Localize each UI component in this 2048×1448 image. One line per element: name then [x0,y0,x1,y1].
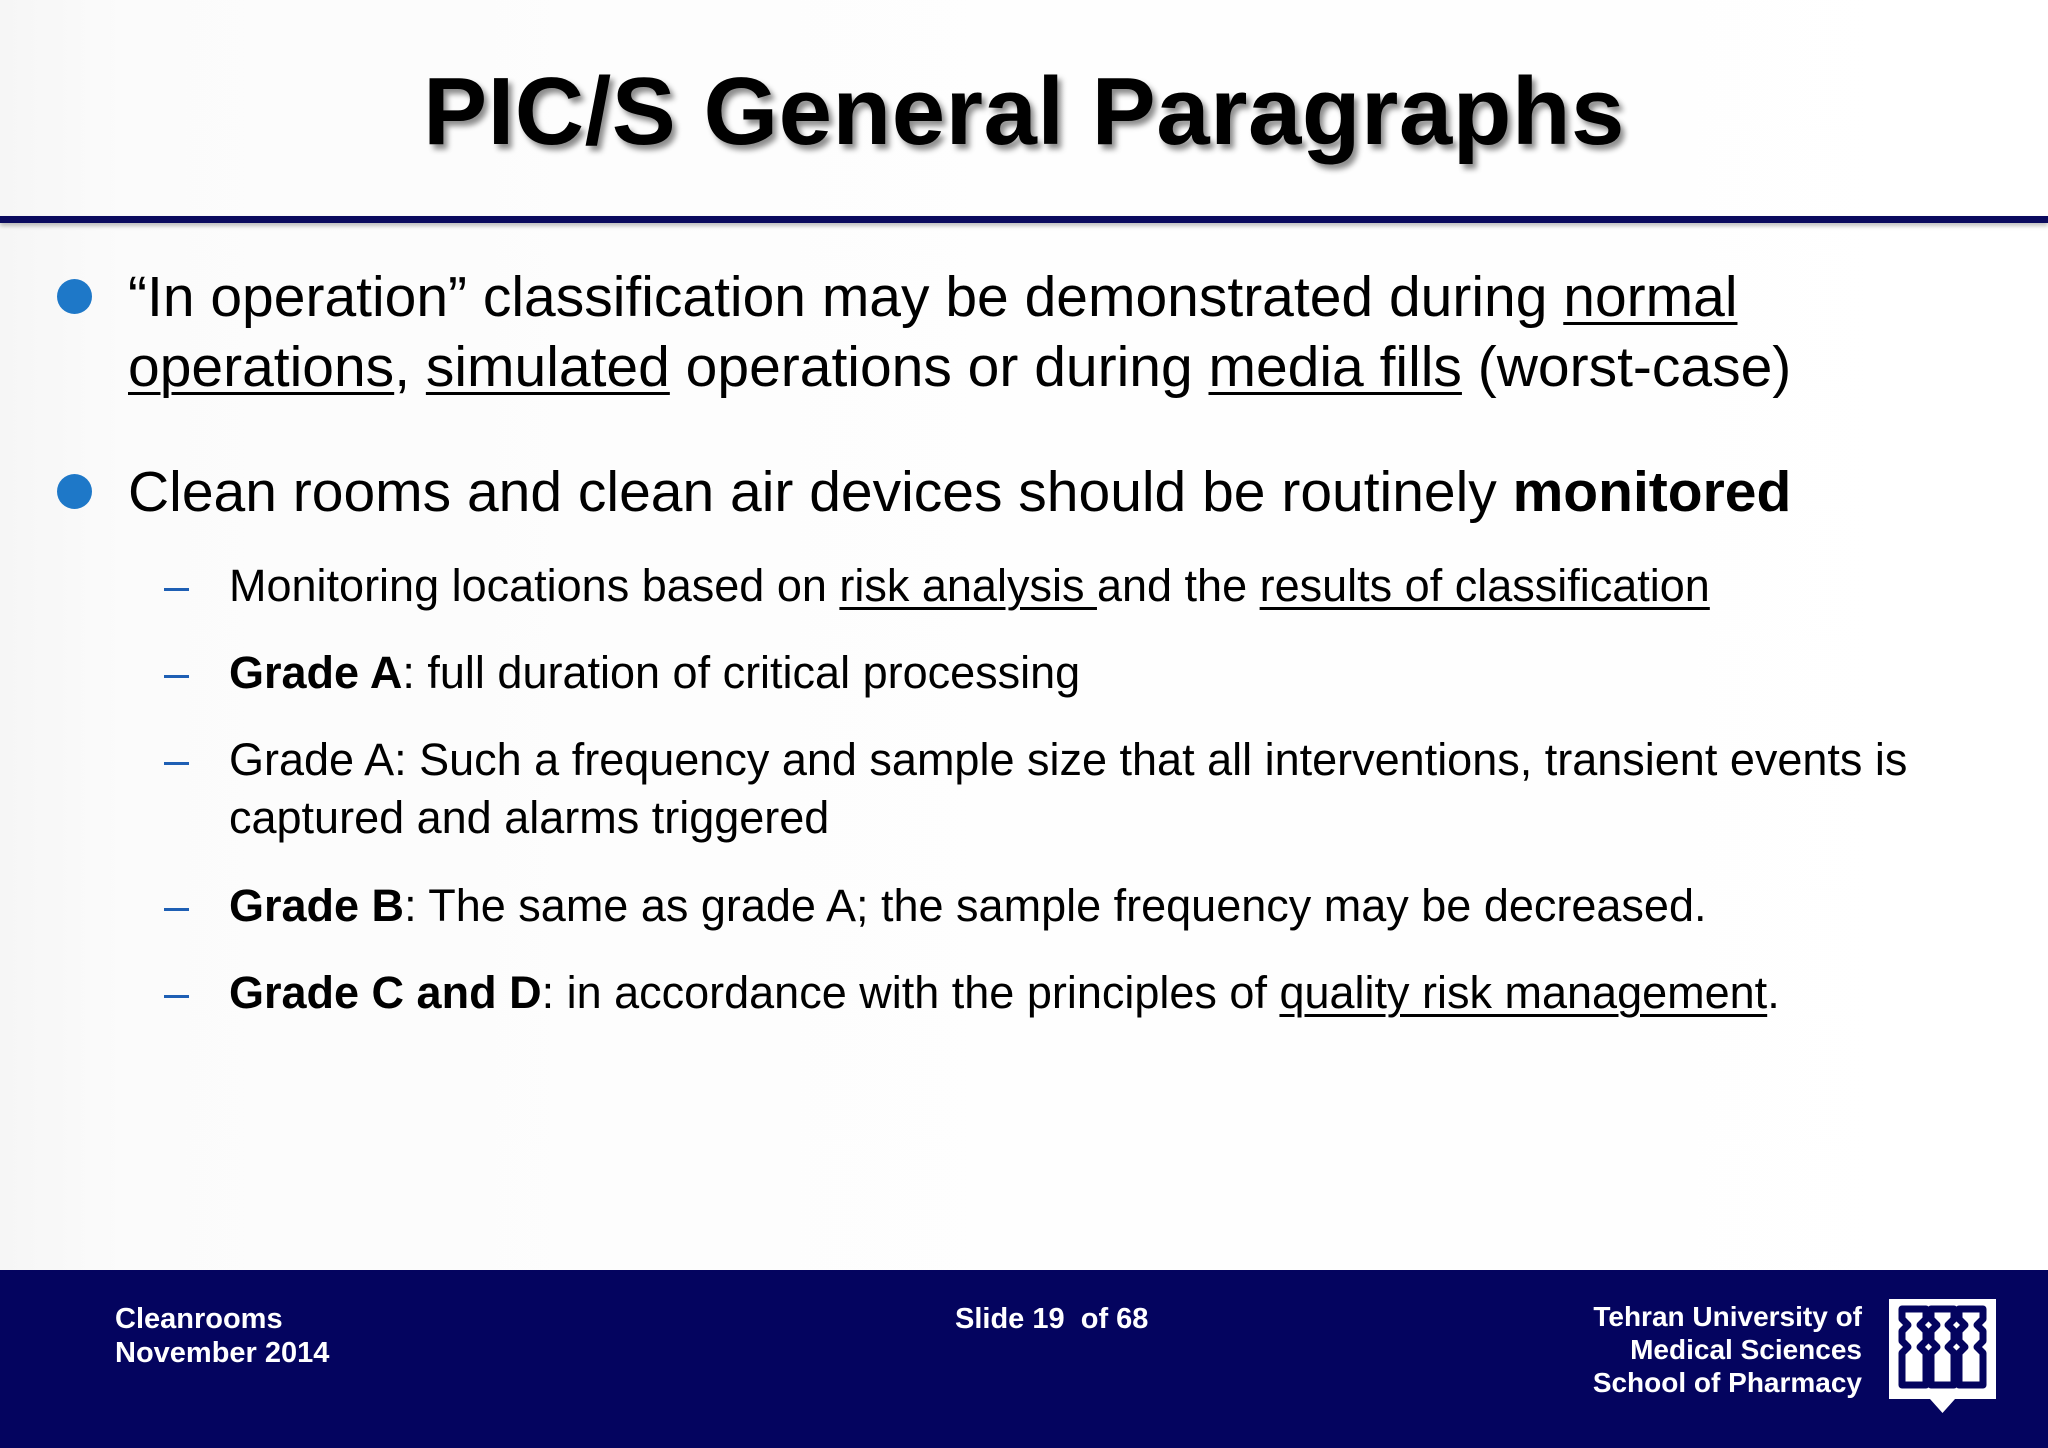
bullet-text: (worst-case) [1461,335,1792,399]
bold-term: Grade A [229,647,403,698]
title-divider [0,216,2048,223]
slide-title: PIC/S General Paragraphs [423,58,1625,165]
underlined-term: quality risk management [1279,967,1768,1018]
subitem-text: : full duration of critical processing [402,647,1081,698]
footer-course-info [115,1302,329,1370]
underlined-term: media fills [1208,335,1462,399]
bullet-in-operation [128,262,1978,402]
underlined-term: results of classification [1259,560,1710,611]
subitem-text: : in accordance with the principles of [541,967,1280,1018]
university-line-2: Medical Sciences [1630,1334,1862,1365]
subitem-grade-b [229,877,1979,935]
subitem-text: Grade A: Such a frequency and sample size that all interventions, transient events is captured and alarms triggered [229,734,1908,843]
underlined-term: normal operations [128,265,1738,399]
footer-course: Cleanrooms [115,1303,283,1335]
university-line-1: Tehran University of [1593,1301,1862,1332]
bold-term: monitored [1512,460,1792,524]
tums-logo-icon [1885,1295,2000,1417]
subitem-text: : The same as grade A; the sample frequency may be decreased. [404,880,1707,931]
subitem-text: and the [1096,560,1260,611]
dash-marker: – [164,560,190,611]
bullet-text: , [394,335,426,399]
subitem-text: . [1767,967,1780,1018]
bullet-dot [57,474,92,509]
bullet-text: “In operation” classification may be demonstrated during [128,265,1564,329]
dash-marker: – [164,880,190,931]
slide-counter: Slide 19 of 68 [955,1303,1149,1335]
underlined-term: simulated [425,335,670,399]
bullet-monitoring [128,457,1978,527]
subitem-text: Monitoring locations based on [229,560,840,611]
subitem-grade-a-duration [229,644,1979,702]
bullet-text: operations or during [669,335,1209,399]
bold-term: Grade B [229,880,405,931]
dash-marker: – [164,734,190,785]
school-name: School of Pharmacy [1592,1367,1862,1398]
subitem-monitoring-locations [229,557,1979,615]
dash-marker: – [164,647,190,698]
bullet-text: Clean rooms and clean air devices should be routinely [128,460,1513,524]
bold-term: Grade C and D [229,967,542,1018]
subitem-grade-a-frequency [229,731,1909,847]
footer-university [1593,1300,1862,1399]
footer-date: November 2014 [115,1337,330,1369]
dash-marker: – [164,967,190,1018]
underlined-term: risk analysis [839,560,1097,611]
bullet-dot [57,279,92,314]
subitem-grade-c-d [229,964,1979,1022]
